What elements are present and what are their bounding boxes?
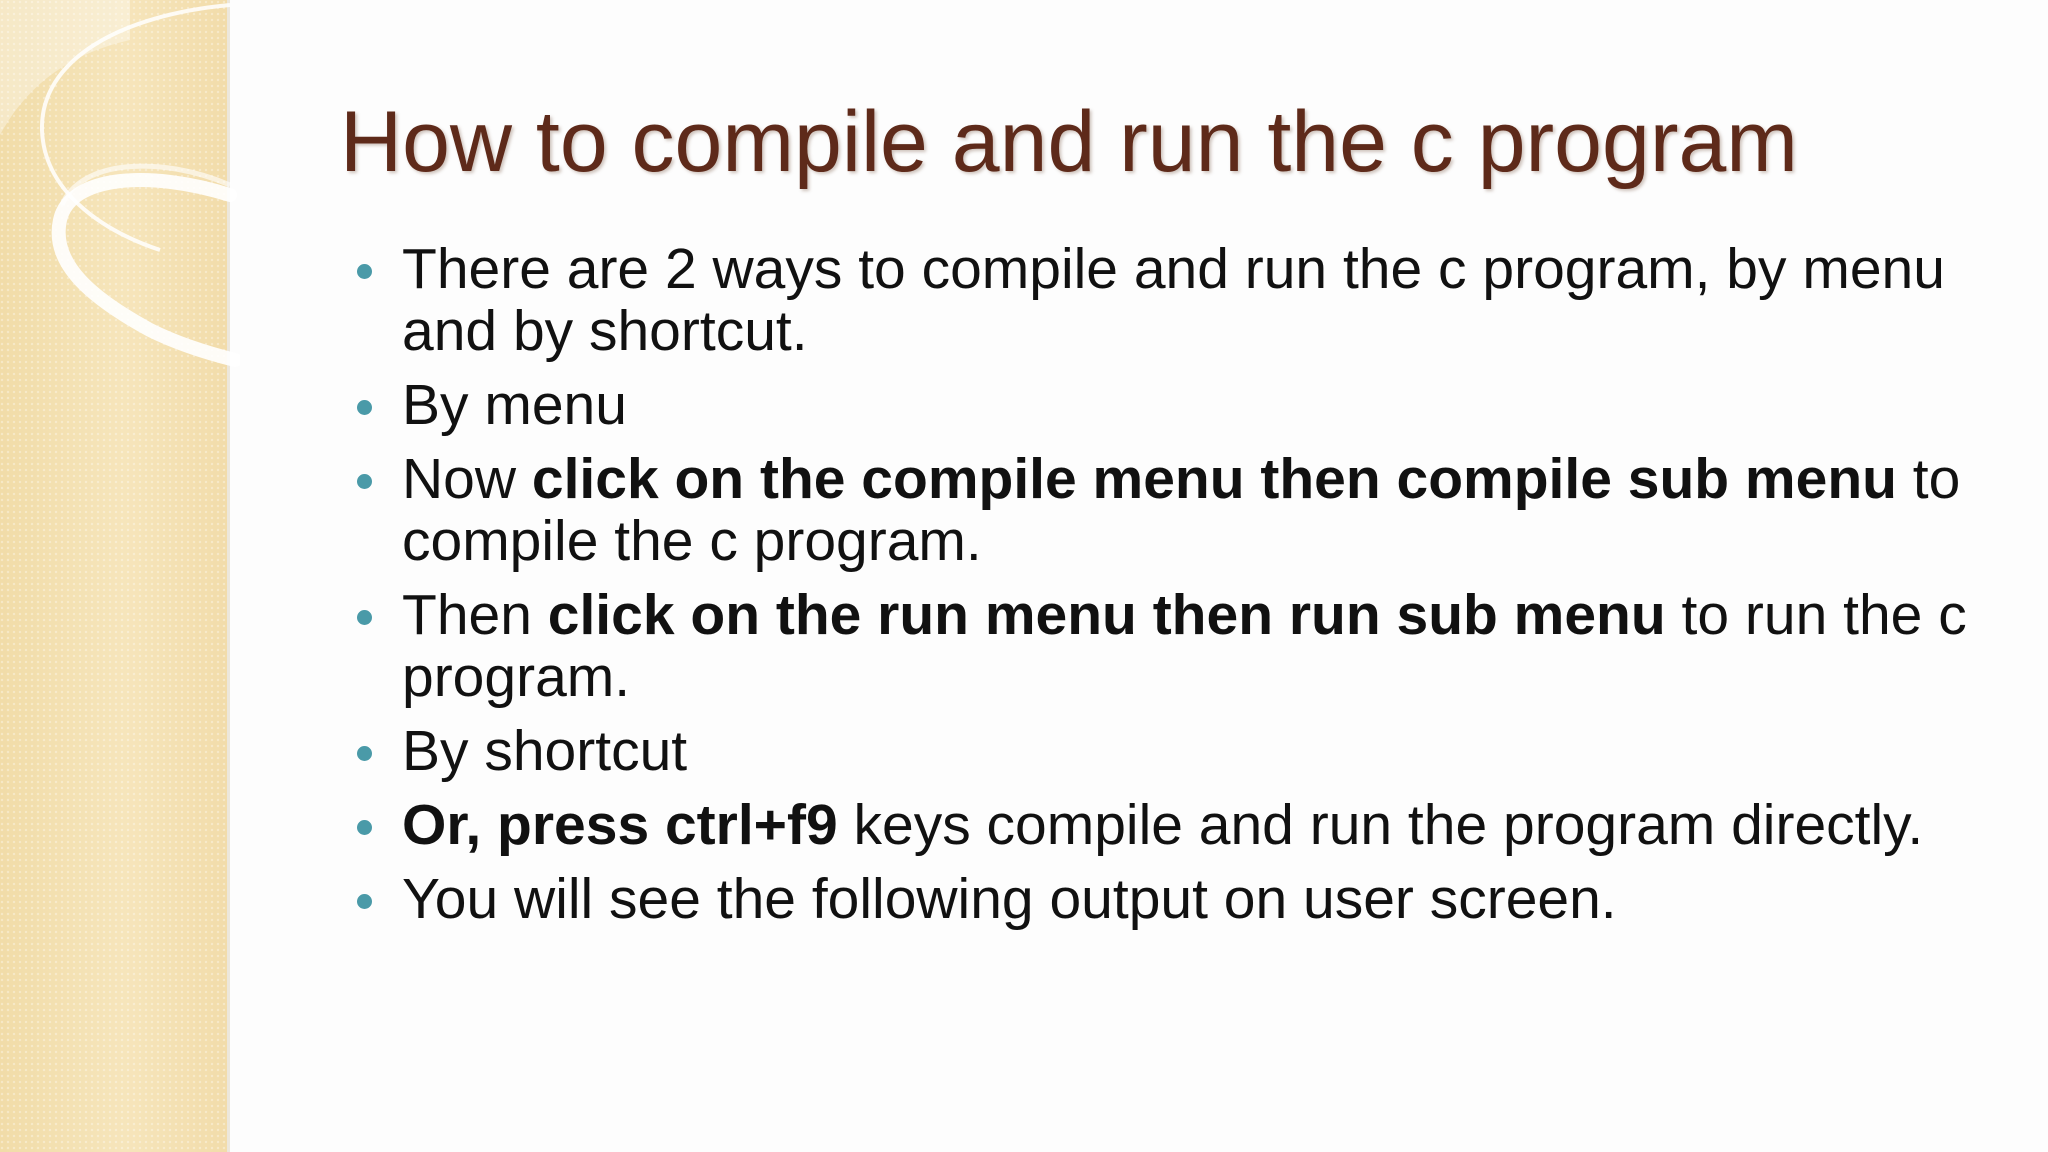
bullet-item xyxy=(357,374,1997,436)
decorative-swirl-icon xyxy=(0,0,240,400)
bullet-dot-icon xyxy=(357,400,372,415)
bullet-text: By shortcut xyxy=(402,719,688,783)
bullet-text: By menu xyxy=(402,373,627,437)
slide-title: How to compile and run the c program xyxy=(340,94,1798,190)
bullet-text: Then xyxy=(402,583,548,647)
bullet-text: There are 2 ways to compile and run the c program, by menu and by shortcut. xyxy=(402,237,1945,363)
bullet-item xyxy=(357,584,1997,708)
bullet-dot-icon xyxy=(357,610,372,625)
bullet-text-bold: Or, press ctrl+f9 xyxy=(402,793,838,857)
bullet-list xyxy=(357,238,1997,942)
bullet-dot-icon xyxy=(357,264,372,279)
bullet-item xyxy=(357,720,1997,782)
bullet-dot-icon xyxy=(357,894,372,909)
bullet-text: keys compile and run the program directly. xyxy=(837,793,1924,857)
bullet-item xyxy=(357,794,1997,856)
bullet-text: to compile the c program. xyxy=(402,447,1961,573)
bullet-text-bold: click on the compile menu then compile sub menu xyxy=(531,447,1897,511)
bullet-item xyxy=(357,238,1997,362)
bullet-text: You will see the following output on user screen. xyxy=(402,867,1617,931)
bullet-text: to run the c program. xyxy=(402,583,1967,709)
bullet-dot-icon xyxy=(357,820,372,835)
bullet-text-bold: click on the run menu then run sub menu xyxy=(547,583,1666,647)
bullet-dot-icon xyxy=(357,474,372,489)
bullet-item xyxy=(357,448,1997,572)
bullet-text: Now xyxy=(402,447,532,511)
bullet-item xyxy=(357,868,1997,930)
bullet-dot-icon xyxy=(357,746,372,761)
